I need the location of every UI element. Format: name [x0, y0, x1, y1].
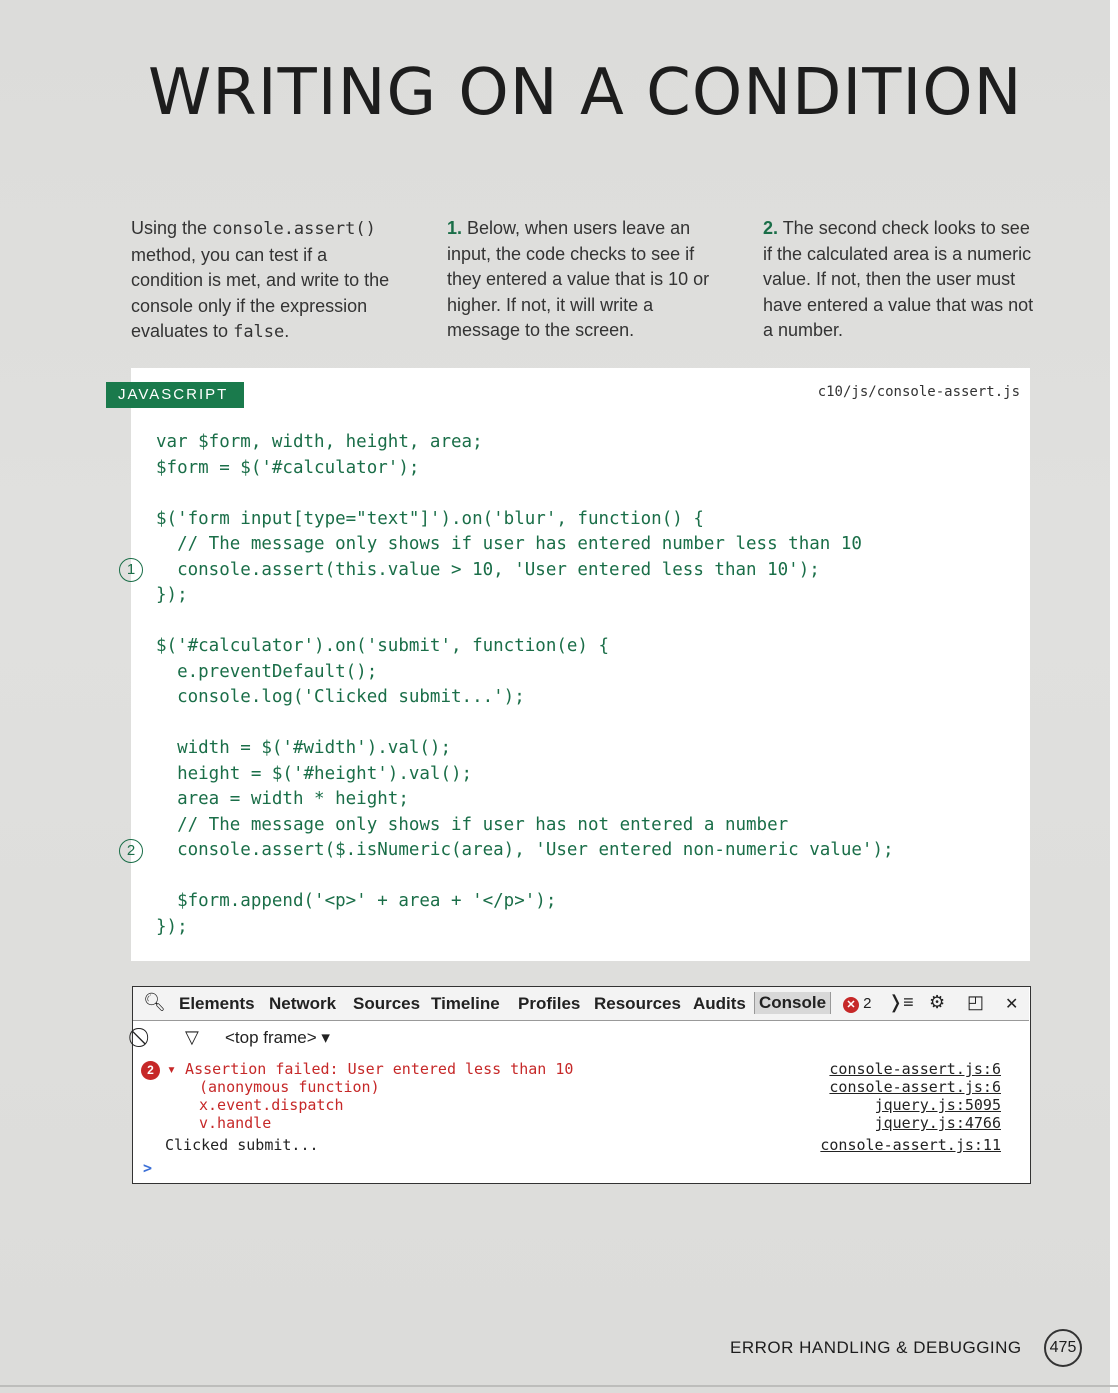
- close-icon[interactable]: ✕: [1005, 996, 1019, 1013]
- intro-column-1: [131, 216, 403, 346]
- source-link[interactable]: console-assert.js:6: [829, 1078, 1001, 1096]
- page-title: WRITING ON A CONDITION: [148, 56, 1023, 130]
- step-marker-1: 1: [119, 558, 143, 582]
- dock-icon[interactable]: ◰: [967, 992, 985, 1012]
- assertion-message[interactable]: ▾ Assertion failed: User entered less than 10: [167, 1060, 574, 1078]
- stack-frame: v.handle: [199, 1114, 272, 1132]
- bottom-divider: [0, 1385, 1118, 1387]
- code-line: var $form, width, height, area;: [156, 432, 483, 452]
- log-message: Clicked submit...: [165, 1136, 319, 1154]
- intro-text: The second check looks to see if the calculated area is a numeric value. If not, then the user must have entered a value that was not a number.: [763, 218, 1034, 340]
- inline-code: false: [233, 322, 285, 342]
- error-count: 2: [863, 995, 872, 1012]
- code-line: });: [156, 916, 188, 937]
- source-link[interactable]: console-assert.js:6: [829, 1060, 1001, 1078]
- intro-text: .: [284, 321, 290, 341]
- inline-code: console.assert(): [212, 219, 376, 239]
- code-line: e.preventDefault();: [156, 661, 378, 682]
- error-badge-icon: 2: [141, 1061, 160, 1080]
- gear-icon[interactable]: ⚙: [929, 992, 946, 1012]
- stack-frame: x.event.dispatch: [199, 1096, 344, 1114]
- code-line: height = $('#height').val();: [156, 763, 473, 784]
- code-line: [156, 609, 1016, 635]
- code-line: });: [156, 585, 188, 605]
- code-line: $form = $('#calculator');: [156, 457, 420, 478]
- step-marker-2: 2: [119, 839, 143, 863]
- search-icon[interactable]: 🔍︎: [143, 992, 166, 1012]
- console-log: [133, 1057, 1029, 1177]
- tab-resources[interactable]: Resources: [594, 994, 681, 1013]
- source-link[interactable]: jquery.js:5095: [874, 1096, 1001, 1114]
- intro-text: Below, when users leave an input, the code checks to see if they entered a value that is 10 or higher. If not, it will write a message to the screen.: [447, 218, 710, 340]
- intro-column-3: [763, 216, 1035, 344]
- devtools-panel: [132, 986, 1031, 1184]
- source-link[interactable]: console-assert.js:11: [820, 1136, 1001, 1154]
- drawer-toggle-icon[interactable]: ❭≡: [888, 992, 914, 1012]
- intro-column-2: [447, 216, 719, 344]
- tab-sources[interactable]: Sources: [353, 994, 421, 1013]
- tab-console[interactable]: Console: [754, 992, 831, 1014]
- tab-audits[interactable]: Audits: [693, 994, 746, 1013]
- code-line: console.assert($.isNumeric(area), 'User entered non-numeric value');: [156, 840, 894, 860]
- error-icon: ✕: [843, 997, 859, 1013]
- step-number: 2.: [763, 218, 779, 238]
- code-line: [156, 711, 1016, 737]
- step-number: 1.: [447, 218, 463, 238]
- code-line: console.assert(this.value > 10, 'User entered less than 10');: [156, 559, 820, 580]
- tab-elements[interactable]: Elements: [179, 994, 255, 1013]
- source-link[interactable]: jquery.js:4766: [874, 1114, 1001, 1132]
- code-line: [156, 481, 1016, 507]
- stack-frame: (anonymous function): [199, 1078, 380, 1096]
- code-line: $('form input[type="text"]').on('blur', function() {: [156, 508, 704, 529]
- intro-text: method, you can test if a condition is met, and write to the console only if the expression evaluates to: [131, 244, 390, 341]
- console-prompt[interactable]: >: [143, 1159, 153, 1177]
- tab-timeline[interactable]: Timeline: [431, 994, 500, 1013]
- code-line: $form.append('<p>' + area + '</p>');: [156, 891, 557, 911]
- code-line: [156, 864, 1016, 890]
- code-line: area = width * height;: [156, 789, 409, 809]
- page-number: 475: [1044, 1329, 1082, 1367]
- page-edge: [1110, 0, 1118, 1393]
- tab-profiles[interactable]: Profiles: [518, 994, 581, 1013]
- filter-icon[interactable]: ▽: [185, 1027, 199, 1047]
- chevron-down-icon: ▾: [321, 1028, 330, 1047]
- code-line: console.log('Clicked submit...');: [156, 687, 525, 707]
- code-block: [156, 430, 1016, 940]
- section-footer: ERROR HANDLING & DEBUGGING: [730, 1338, 1022, 1357]
- frame-selector-label: <top frame>: [225, 1028, 317, 1047]
- code-line: width = $('#width').val();: [156, 738, 452, 758]
- devtools-toolbar: [133, 987, 1029, 1021]
- intro-text: Using the: [131, 218, 213, 238]
- error-count-indicator[interactable]: [843, 995, 872, 1013]
- code-line: // The message only shows if user has entered number less than 10: [156, 534, 862, 554]
- tab-network[interactable]: Network: [269, 994, 337, 1013]
- code-line: $('#calculator').on('submit', function(e) {: [156, 636, 610, 656]
- frame-selector[interactable]: [225, 1028, 330, 1048]
- language-badge: JAVASCRIPT: [106, 382, 244, 408]
- code-line: // The message only shows if user has not entered a number: [156, 814, 789, 835]
- file-path: c10/js/console-assert.js: [817, 384, 1020, 400]
- console-filter-bar: [133, 1023, 1029, 1053]
